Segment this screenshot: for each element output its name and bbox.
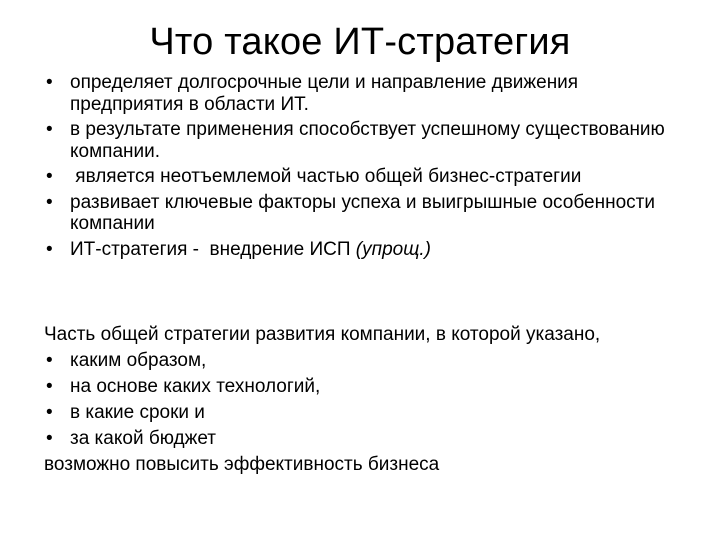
- bullet-dot: •: [46, 402, 53, 423]
- bullet-text: является неотъемлемой частью общей бизнес-стратегии: [70, 166, 582, 187]
- bullet-text: определяет долгосрочные цели и направление движения предприятия в области ИТ.: [70, 72, 579, 115]
- bullet-item: [44, 119, 674, 162]
- definition-intro: Часть общей стратегии развития компании, в которой указано,: [44, 324, 601, 345]
- definition-item-text: на основе каких технологий,: [70, 376, 321, 397]
- definition-item: [44, 400, 684, 426]
- definition-item: [44, 348, 684, 374]
- bullet-text: развивает ключевые факторы успеха и выигрышные особенности компании: [70, 191, 655, 234]
- definition-item-text: за какой бюджет: [70, 428, 216, 449]
- bullet-dot: •: [46, 119, 53, 140]
- bullet-text: ИТ-стратегия - внедрение ИСП: [70, 238, 356, 260]
- definition-item-text: в какие сроки и: [70, 402, 205, 423]
- bullet-dot: •: [46, 350, 53, 371]
- bullet-italic-note: (упрощ.): [355, 238, 431, 260]
- bullet-dot: •: [46, 238, 53, 260]
- bullet-dot: •: [46, 166, 53, 187]
- definition-item-text: каким образом,: [70, 350, 207, 371]
- slide-title: Что такое ИТ-стратегия: [149, 21, 571, 63]
- bullet-item: [44, 72, 674, 115]
- bullet-dot: •: [46, 376, 53, 397]
- definition-item: [44, 374, 684, 400]
- bullet-item: [44, 239, 674, 261]
- bullet-dot: •: [46, 72, 53, 93]
- bullet-list: [44, 72, 674, 264]
- bullet-item: [44, 192, 674, 235]
- bullet-dot: •: [46, 191, 53, 213]
- definition-block: [44, 322, 684, 478]
- definition-item: [44, 426, 684, 452]
- bullet-dot: •: [46, 428, 53, 449]
- bullet-text: в результате применения способствует успешному существованию компании.: [70, 119, 665, 162]
- definition-conclusion: возможно повысить эффективность бизнеса: [44, 454, 440, 475]
- bullet-item: [44, 166, 674, 188]
